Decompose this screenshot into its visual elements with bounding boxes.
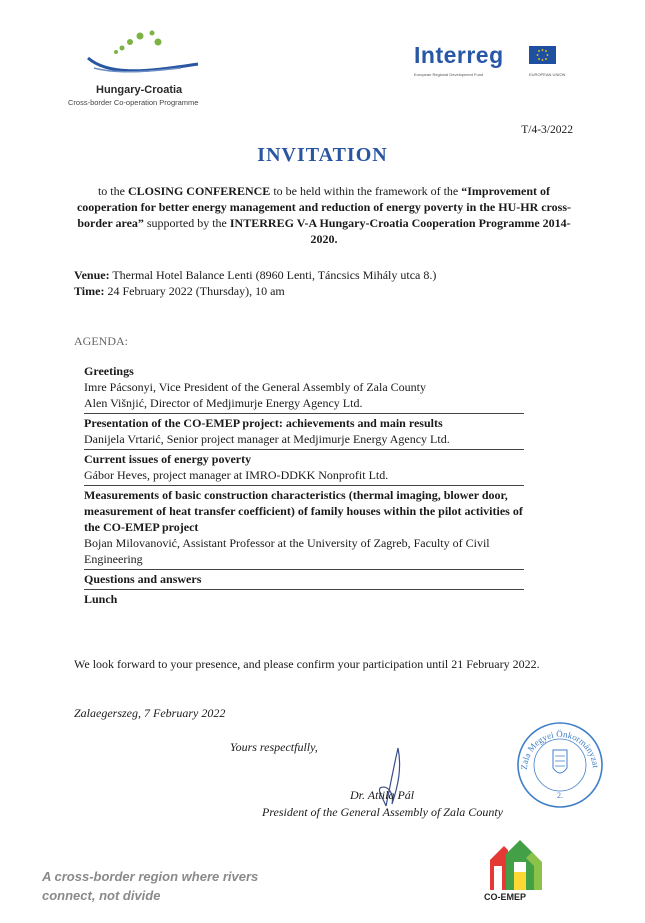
venue-label: Venue:	[74, 268, 110, 282]
interreg-fund-caption: European Regional Development Fund	[414, 72, 484, 77]
agenda-item-title: Lunch	[84, 592, 118, 606]
time-line	[74, 283, 574, 299]
venue-block	[74, 267, 574, 299]
agenda-label: AGENDA:	[74, 334, 128, 348]
coemep-logo	[486, 836, 546, 906]
seal-text: Zala Megyei Önkormányzat	[518, 728, 601, 771]
intro-text-3: supported by the	[143, 216, 230, 230]
agenda-item-speaker: Imre Pácsonyi, Vice President of the General Assembly of Zala County	[84, 380, 426, 394]
time-label: Time:	[74, 284, 105, 298]
footer-slogan-line-2: connect, not divide	[42, 888, 161, 903]
reference-number: T/4-3/2022	[521, 124, 573, 136]
closing-paragraph: We look forward to your presence, and please confirm your participation until 21 February 2022.	[74, 657, 540, 671]
agenda-item	[84, 414, 524, 450]
agenda-item	[84, 450, 524, 486]
hungary-croatia-logo	[68, 28, 218, 112]
agenda-item-speaker: Bojan Milovanović, Assistant Professor at the University of Zagreb, Faculty of Civil Engineering	[84, 536, 490, 566]
time-value: 24 February 2022 (Thursday), 10 am	[104, 284, 285, 298]
footer-slogan-line-1: A cross-border region where rivers	[42, 869, 259, 884]
coemep-label: CO-EMEP	[484, 892, 527, 902]
eu-flag-icon	[529, 46, 556, 64]
agenda-item-speaker: Alen Višnjić, Director of Medjimurje Energy Agency Ltd.	[84, 396, 363, 410]
closing-salutation: Yours respectfully,	[230, 740, 318, 754]
agenda-item-speaker: Gábor Heves, project manager at IMRO-DDKK Nonprofit Ltd.	[84, 468, 389, 482]
footer-slogan	[42, 867, 258, 905]
intro-bold-3: INTERREG V-A Hungary-Croatia Cooperation Programme 2014-2020.	[229, 216, 571, 246]
agenda-item-title: Measurements of basic construction characteristics (thermal imaging, blower door, measurement of heat transfer coefficient) of family houses within the pilot activities of the CO-EMEP project	[84, 488, 523, 534]
intro-text-2: to be held within the framework of the	[270, 184, 462, 198]
intro-bold-1: CLOSING CONFERENCE	[127, 184, 271, 198]
signatory-name: Dr. Attila Pál	[350, 788, 415, 802]
agenda-item-title: Greetings	[84, 364, 134, 378]
page-title: INVITATION	[257, 144, 388, 166]
agenda-item	[84, 590, 524, 609]
agenda-item	[84, 362, 524, 414]
place-date: Zalaegerszeg, 7 February 2022	[74, 706, 226, 720]
intro-text-1: to the	[97, 184, 128, 198]
agenda-item-title: Current issues of energy poverty	[84, 452, 252, 466]
official-seal-icon	[515, 720, 605, 810]
agenda-list	[84, 362, 524, 609]
eu-caption: EUROPEAN UNION	[529, 72, 566, 77]
agenda-item	[84, 570, 524, 590]
coemep-house-icon	[486, 836, 546, 892]
venue-value: Thermal Hotel Balance Lenti (8960 Lenti, Táncsics Mihály utca 8.)	[109, 268, 437, 282]
intro-paragraph	[74, 183, 574, 247]
seal-number: 2.	[557, 791, 563, 800]
agenda-item-title: Questions and answers	[84, 572, 202, 586]
intro-bold-2: “Improvement of cooperation for better energy management and reduction of energy poverty in the HU-HR cross-border area”	[76, 184, 572, 230]
signatory-role: President of the General Assembly of Zala County	[262, 805, 503, 819]
venue-line	[74, 267, 574, 283]
agenda-item	[84, 486, 524, 570]
interreg-logo	[414, 44, 564, 84]
agenda-item-speaker: Danijela Vrtarić, Senior project manager at Medjimurje Energy Agency Ltd.	[84, 432, 450, 446]
agenda-item-title: Presentation of the CO-EMEP project: achievements and main results	[84, 416, 443, 430]
interreg-wordmark: Interreg	[414, 42, 504, 68]
hc-subtitle: Cross-border Co-operation Programme	[68, 98, 199, 107]
hungary-croatia-logo-icon	[86, 28, 206, 80]
hc-title: Hungary-Croatia	[96, 84, 183, 96]
